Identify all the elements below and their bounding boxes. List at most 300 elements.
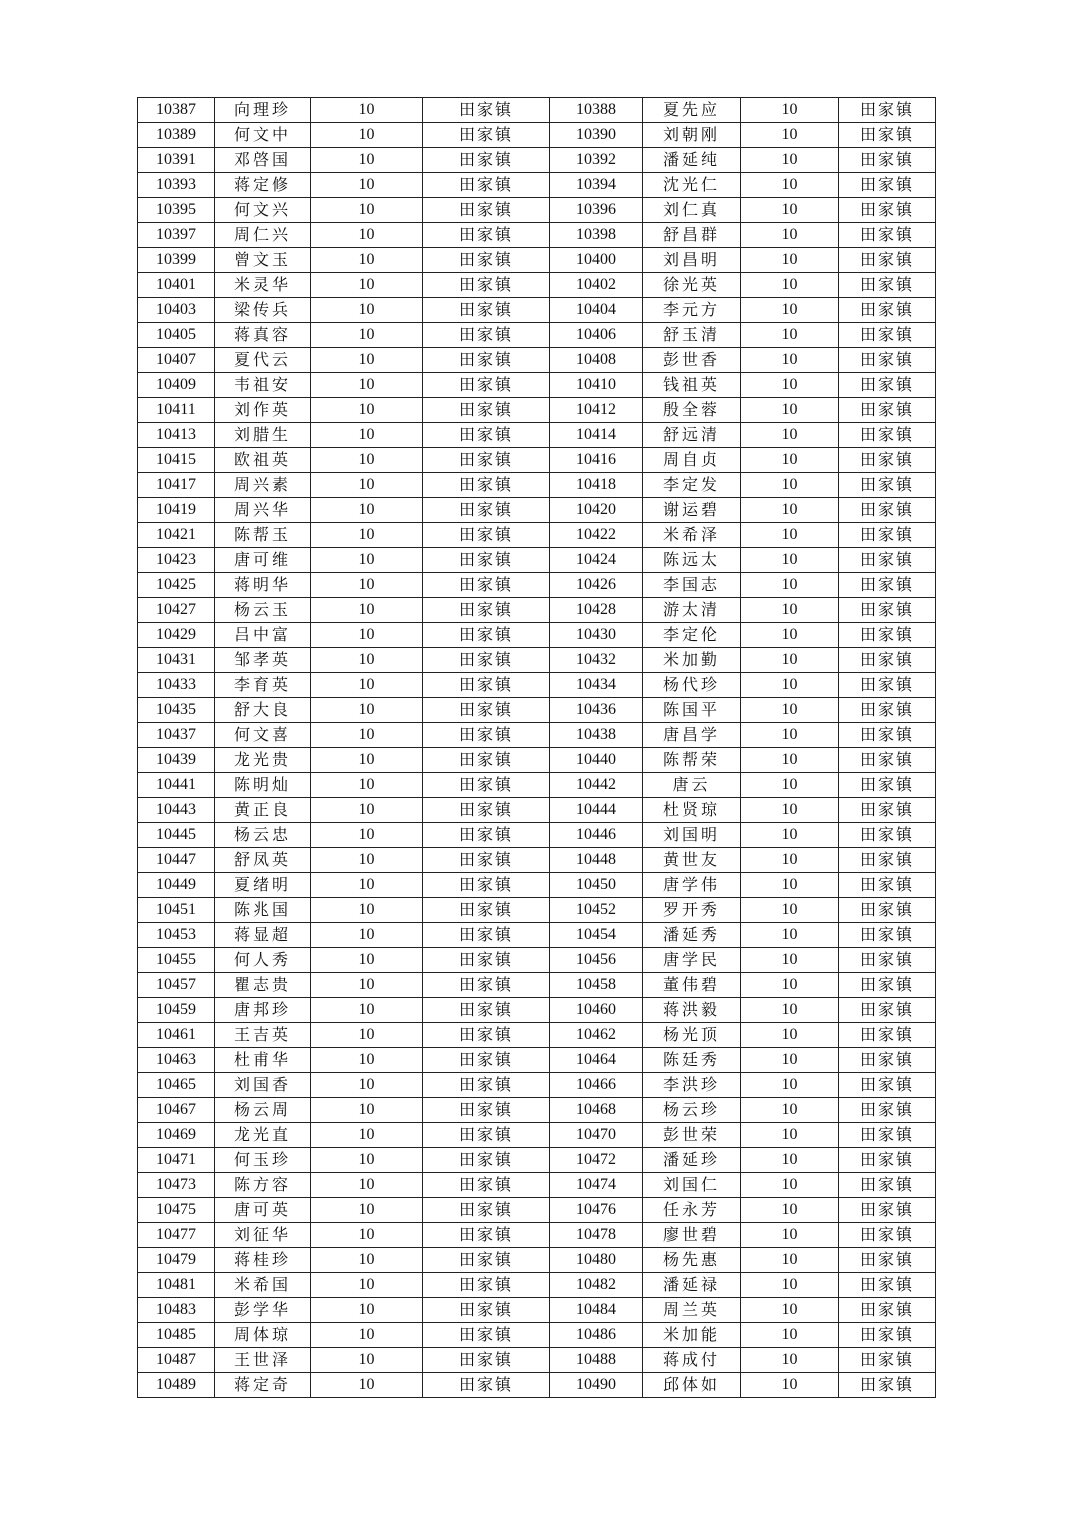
person-name-cell: 陈国平 <box>643 698 741 723</box>
amount-cell: 10 <box>311 1348 423 1373</box>
town-name-cell: 田家镇 <box>423 1023 550 1048</box>
table-row <box>138 98 936 123</box>
person-name-cell: 周仁兴 <box>215 223 311 248</box>
record-id-cell: 10467 <box>138 1098 215 1123</box>
person-name-cell: 邓啓国 <box>215 148 311 173</box>
amount-cell: 10 <box>741 448 839 473</box>
amount-cell: 10 <box>311 873 423 898</box>
person-name-cell: 唐学伟 <box>643 873 741 898</box>
person-name-cell: 何人秀 <box>215 948 311 973</box>
record-id-cell: 10459 <box>138 998 215 1023</box>
town-name-cell: 田家镇 <box>839 498 936 523</box>
person-name-cell: 黄正良 <box>215 798 311 823</box>
person-name-cell: 夏绪明 <box>215 873 311 898</box>
amount-cell: 10 <box>311 948 423 973</box>
person-name-cell: 李定伦 <box>643 623 741 648</box>
amount-cell: 10 <box>741 1198 839 1223</box>
town-name-cell: 田家镇 <box>839 423 936 448</box>
person-name-cell: 韦祖安 <box>215 373 311 398</box>
amount-cell: 10 <box>311 1098 423 1123</box>
record-id-cell: 10414 <box>550 423 643 448</box>
amount-cell: 10 <box>311 323 423 348</box>
town-name-cell: 田家镇 <box>839 173 936 198</box>
person-name-cell: 钱祖英 <box>643 373 741 398</box>
town-name-cell: 田家镇 <box>839 1023 936 1048</box>
record-id-cell: 10460 <box>550 998 643 1023</box>
amount-cell: 10 <box>311 473 423 498</box>
person-name-cell: 杜甫华 <box>215 1048 311 1073</box>
town-name-cell: 田家镇 <box>839 698 936 723</box>
person-name-cell: 蒋真容 <box>215 323 311 348</box>
record-id-cell: 10482 <box>550 1273 643 1298</box>
amount-cell: 10 <box>311 448 423 473</box>
town-name-cell: 田家镇 <box>423 298 550 323</box>
amount-cell: 10 <box>741 148 839 173</box>
town-name-cell: 田家镇 <box>423 1148 550 1173</box>
amount-cell: 10 <box>741 1048 839 1073</box>
record-id-cell: 10488 <box>550 1348 643 1373</box>
amount-cell: 10 <box>741 1298 839 1323</box>
record-id-cell: 10387 <box>138 98 215 123</box>
record-id-cell: 10420 <box>550 498 643 523</box>
town-name-cell: 田家镇 <box>839 973 936 998</box>
amount-cell: 10 <box>311 798 423 823</box>
amount-cell: 10 <box>311 773 423 798</box>
person-name-cell: 刘仁真 <box>643 198 741 223</box>
table-row <box>138 973 936 998</box>
person-name-cell: 杨光顶 <box>643 1023 741 1048</box>
record-id-cell: 10392 <box>550 148 643 173</box>
town-name-cell: 田家镇 <box>839 373 936 398</box>
table-row <box>138 698 936 723</box>
town-name-cell: 田家镇 <box>423 448 550 473</box>
record-id-cell: 10447 <box>138 848 215 873</box>
record-id-cell: 10438 <box>550 723 643 748</box>
person-name-cell: 彭世荣 <box>643 1123 741 1148</box>
amount-cell: 10 <box>741 673 839 698</box>
town-name-cell: 田家镇 <box>423 1323 550 1348</box>
record-id-cell: 10396 <box>550 198 643 223</box>
record-id-cell: 10480 <box>550 1248 643 1273</box>
amount-cell: 10 <box>311 523 423 548</box>
town-name-cell: 田家镇 <box>423 523 550 548</box>
amount-cell: 10 <box>741 423 839 448</box>
amount-cell: 10 <box>741 273 839 298</box>
town-name-cell: 田家镇 <box>423 1123 550 1148</box>
town-name-cell: 田家镇 <box>839 1173 936 1198</box>
record-id-cell: 10428 <box>550 598 643 623</box>
amount-cell: 10 <box>311 898 423 923</box>
person-name-cell: 唐邦珍 <box>215 998 311 1023</box>
amount-cell: 10 <box>311 298 423 323</box>
table-row <box>138 1348 936 1373</box>
town-name-cell: 田家镇 <box>423 148 550 173</box>
person-name-cell: 刘腊生 <box>215 423 311 448</box>
record-id-cell: 10422 <box>550 523 643 548</box>
person-name-cell: 唐昌学 <box>643 723 741 748</box>
amount-cell: 10 <box>311 623 423 648</box>
amount-cell: 10 <box>741 298 839 323</box>
record-id-cell: 10410 <box>550 373 643 398</box>
table-row <box>138 873 936 898</box>
person-name-cell: 杨云周 <box>215 1098 311 1123</box>
table-row <box>138 1123 936 1148</box>
amount-cell: 10 <box>741 1148 839 1173</box>
table-row <box>138 723 936 748</box>
person-name-cell: 彭世香 <box>643 348 741 373</box>
person-name-cell: 舒玉清 <box>643 323 741 348</box>
person-name-cell: 周体琼 <box>215 1323 311 1348</box>
table-row <box>138 948 936 973</box>
record-id-cell: 10397 <box>138 223 215 248</box>
amount-cell: 10 <box>741 1023 839 1048</box>
person-name-cell: 何文兴 <box>215 198 311 223</box>
town-name-cell: 田家镇 <box>839 1298 936 1323</box>
table-row <box>138 1173 936 1198</box>
amount-cell: 10 <box>311 398 423 423</box>
record-id-cell: 10400 <box>550 248 643 273</box>
record-id-cell: 10433 <box>138 673 215 698</box>
town-name-cell: 田家镇 <box>423 198 550 223</box>
town-name-cell: 田家镇 <box>423 1048 550 1073</box>
town-name-cell: 田家镇 <box>839 248 936 273</box>
record-id-cell: 10412 <box>550 398 643 423</box>
person-name-cell: 陈帮玉 <box>215 523 311 548</box>
amount-cell: 10 <box>741 1348 839 1373</box>
record-id-cell: 10489 <box>138 1373 215 1398</box>
amount-cell: 10 <box>741 698 839 723</box>
amount-cell: 10 <box>741 173 839 198</box>
record-id-cell: 10419 <box>138 498 215 523</box>
record-id-cell: 10399 <box>138 248 215 273</box>
town-name-cell: 田家镇 <box>839 523 936 548</box>
amount-cell: 10 <box>311 698 423 723</box>
person-name-cell: 舒远清 <box>643 423 741 448</box>
amount-cell: 10 <box>311 498 423 523</box>
town-name-cell: 田家镇 <box>839 923 936 948</box>
town-name-cell: 田家镇 <box>423 1348 550 1373</box>
record-id-cell: 10406 <box>550 323 643 348</box>
amount-cell: 10 <box>741 948 839 973</box>
table-row <box>138 1223 936 1248</box>
amount-cell: 10 <box>311 373 423 398</box>
record-id-cell: 10408 <box>550 348 643 373</box>
town-name-cell: 田家镇 <box>423 823 550 848</box>
record-id-cell: 10403 <box>138 298 215 323</box>
record-id-cell: 10477 <box>138 1223 215 1248</box>
person-name-cell: 唐云 <box>643 773 741 798</box>
person-name-cell: 向理珍 <box>215 98 311 123</box>
person-name-cell: 潘延秀 <box>643 923 741 948</box>
town-name-cell: 田家镇 <box>839 1073 936 1098</box>
record-id-cell: 10435 <box>138 698 215 723</box>
person-name-cell: 唐可英 <box>215 1198 311 1223</box>
town-name-cell: 田家镇 <box>839 773 936 798</box>
person-name-cell: 蒋明华 <box>215 573 311 598</box>
table-row <box>138 1198 936 1223</box>
table-row <box>138 798 936 823</box>
record-id-cell: 10472 <box>550 1148 643 1173</box>
amount-cell: 10 <box>311 1198 423 1223</box>
town-name-cell: 田家镇 <box>839 873 936 898</box>
person-name-cell: 龙光直 <box>215 1123 311 1148</box>
table-row <box>138 148 936 173</box>
person-name-cell: 李国志 <box>643 573 741 598</box>
amount-cell: 10 <box>741 973 839 998</box>
person-name-cell: 周兰英 <box>643 1298 741 1323</box>
person-name-cell: 谢运碧 <box>643 498 741 523</box>
town-name-cell: 田家镇 <box>839 673 936 698</box>
person-name-cell: 周兴华 <box>215 498 311 523</box>
amount-cell: 10 <box>741 473 839 498</box>
record-id-cell: 10443 <box>138 798 215 823</box>
person-name-cell: 唐学民 <box>643 948 741 973</box>
person-name-cell: 舒昌群 <box>643 223 741 248</box>
record-id-cell: 10457 <box>138 973 215 998</box>
table-row <box>138 1073 936 1098</box>
town-name-cell: 田家镇 <box>423 398 550 423</box>
amount-cell: 10 <box>741 373 839 398</box>
record-id-cell: 10465 <box>138 1073 215 1098</box>
record-id-cell: 10388 <box>550 98 643 123</box>
amount-cell: 10 <box>311 198 423 223</box>
amount-cell: 10 <box>311 973 423 998</box>
person-name-cell: 邱体如 <box>643 1373 741 1398</box>
table-row <box>138 198 936 223</box>
table-row <box>138 273 936 298</box>
table-row <box>138 498 936 523</box>
record-id-cell: 10421 <box>138 523 215 548</box>
table-row <box>138 823 936 848</box>
record-id-cell: 10483 <box>138 1298 215 1323</box>
record-id-cell: 10439 <box>138 748 215 773</box>
amount-cell: 10 <box>741 623 839 648</box>
person-name-cell: 潘延禄 <box>643 1273 741 1298</box>
record-id-cell: 10478 <box>550 1223 643 1248</box>
amount-cell: 10 <box>741 348 839 373</box>
person-name-cell: 李洪珍 <box>643 1073 741 1098</box>
person-name-cell: 米希泽 <box>643 523 741 548</box>
town-name-cell: 田家镇 <box>839 648 936 673</box>
town-name-cell: 田家镇 <box>839 1273 936 1298</box>
town-name-cell: 田家镇 <box>839 398 936 423</box>
table-row <box>138 173 936 198</box>
amount-cell: 10 <box>741 1073 839 1098</box>
record-id-cell: 10479 <box>138 1248 215 1273</box>
person-name-cell: 米加能 <box>643 1323 741 1348</box>
person-name-cell: 彭学华 <box>215 1298 311 1323</box>
town-name-cell: 田家镇 <box>839 273 936 298</box>
town-name-cell: 田家镇 <box>423 1248 550 1273</box>
town-name-cell: 田家镇 <box>839 223 936 248</box>
town-name-cell: 田家镇 <box>839 823 936 848</box>
record-id-cell: 10394 <box>550 173 643 198</box>
town-name-cell: 田家镇 <box>423 323 550 348</box>
table-row <box>138 1248 936 1273</box>
record-id-cell: 10441 <box>138 773 215 798</box>
town-name-cell: 田家镇 <box>423 348 550 373</box>
record-id-cell: 10429 <box>138 623 215 648</box>
town-name-cell: 田家镇 <box>423 798 550 823</box>
amount-cell: 10 <box>741 923 839 948</box>
record-id-cell: 10462 <box>550 1023 643 1048</box>
record-id-cell: 10416 <box>550 448 643 473</box>
record-id-cell: 10463 <box>138 1048 215 1073</box>
amount-cell: 10 <box>741 98 839 123</box>
amount-cell: 10 <box>741 773 839 798</box>
amount-cell: 10 <box>741 873 839 898</box>
record-id-cell: 10390 <box>550 123 643 148</box>
person-name-cell: 米灵华 <box>215 273 311 298</box>
person-name-cell: 龙光贵 <box>215 748 311 773</box>
record-id-cell: 10391 <box>138 148 215 173</box>
town-name-cell: 田家镇 <box>423 973 550 998</box>
record-id-cell: 10434 <box>550 673 643 698</box>
table-row <box>138 673 936 698</box>
amount-cell: 10 <box>741 498 839 523</box>
record-id-cell: 10456 <box>550 948 643 973</box>
table-row <box>138 1048 936 1073</box>
record-id-cell: 10440 <box>550 748 643 773</box>
record-id-cell: 10490 <box>550 1373 643 1398</box>
amount-cell: 10 <box>741 1273 839 1298</box>
town-name-cell: 田家镇 <box>423 173 550 198</box>
record-id-cell: 10427 <box>138 598 215 623</box>
person-name-cell: 蒋成付 <box>643 1348 741 1373</box>
roster-body <box>138 98 936 1398</box>
town-name-cell: 田家镇 <box>423 1298 550 1323</box>
record-id-cell: 10404 <box>550 298 643 323</box>
town-name-cell: 田家镇 <box>839 723 936 748</box>
person-name-cell: 蒋定修 <box>215 173 311 198</box>
record-id-cell: 10448 <box>550 848 643 873</box>
person-name-cell: 米希国 <box>215 1273 311 1298</box>
person-name-cell: 罗开秀 <box>643 898 741 923</box>
person-name-cell: 陈帮荣 <box>643 748 741 773</box>
town-name-cell: 田家镇 <box>839 1198 936 1223</box>
record-id-cell: 10413 <box>138 423 215 448</box>
person-name-cell: 陈兆国 <box>215 898 311 923</box>
person-name-cell: 曾文玉 <box>215 248 311 273</box>
person-name-cell: 刘昌明 <box>643 248 741 273</box>
person-name-cell: 何文中 <box>215 123 311 148</box>
record-id-cell: 10431 <box>138 648 215 673</box>
record-id-cell: 10486 <box>550 1323 643 1348</box>
town-name-cell: 田家镇 <box>423 623 550 648</box>
amount-cell: 10 <box>741 998 839 1023</box>
town-name-cell: 田家镇 <box>839 1223 936 1248</box>
amount-cell: 10 <box>311 1323 423 1348</box>
record-id-cell: 10398 <box>550 223 643 248</box>
person-name-cell: 瞿志贵 <box>215 973 311 998</box>
amount-cell: 10 <box>311 998 423 1023</box>
record-id-cell: 10409 <box>138 373 215 398</box>
amount-cell: 10 <box>311 148 423 173</box>
table-row <box>138 1373 936 1398</box>
town-name-cell: 田家镇 <box>839 98 936 123</box>
town-name-cell: 田家镇 <box>839 1098 936 1123</box>
record-id-cell: 10405 <box>138 323 215 348</box>
town-name-cell: 田家镇 <box>423 648 550 673</box>
town-name-cell: 田家镇 <box>839 148 936 173</box>
amount-cell: 10 <box>311 598 423 623</box>
person-name-cell: 米加勤 <box>643 648 741 673</box>
table-row <box>138 348 936 373</box>
roster-table <box>137 97 936 1398</box>
table-row <box>138 1273 936 1298</box>
town-name-cell: 田家镇 <box>423 498 550 523</box>
amount-cell: 10 <box>311 1298 423 1323</box>
town-name-cell: 田家镇 <box>839 1373 936 1398</box>
person-name-cell: 蒋桂珍 <box>215 1248 311 1273</box>
record-id-cell: 10481 <box>138 1273 215 1298</box>
person-name-cell: 王世泽 <box>215 1348 311 1373</box>
record-id-cell: 10393 <box>138 173 215 198</box>
town-name-cell: 田家镇 <box>839 1148 936 1173</box>
amount-cell: 10 <box>311 923 423 948</box>
amount-cell: 10 <box>311 273 423 298</box>
amount-cell: 10 <box>311 648 423 673</box>
table-row <box>138 473 936 498</box>
amount-cell: 10 <box>741 323 839 348</box>
table-row <box>138 898 936 923</box>
amount-cell: 10 <box>311 1223 423 1248</box>
person-name-cell: 沈光仁 <box>643 173 741 198</box>
table-row <box>138 448 936 473</box>
record-id-cell: 10466 <box>550 1073 643 1098</box>
person-name-cell: 唐可维 <box>215 548 311 573</box>
record-id-cell: 10449 <box>138 873 215 898</box>
amount-cell: 10 <box>741 398 839 423</box>
person-name-cell: 舒凤英 <box>215 848 311 873</box>
record-id-cell: 10474 <box>550 1173 643 1198</box>
town-name-cell: 田家镇 <box>423 223 550 248</box>
table-row <box>138 223 936 248</box>
town-name-cell: 田家镇 <box>839 948 936 973</box>
person-name-cell: 刘国仁 <box>643 1173 741 1198</box>
person-name-cell: 夏代云 <box>215 348 311 373</box>
record-id-cell: 10453 <box>138 923 215 948</box>
amount-cell: 10 <box>311 123 423 148</box>
person-name-cell: 潘延纯 <box>643 148 741 173</box>
amount-cell: 10 <box>311 823 423 848</box>
record-id-cell: 10411 <box>138 398 215 423</box>
town-name-cell: 田家镇 <box>423 898 550 923</box>
record-id-cell: 10476 <box>550 1198 643 1223</box>
town-name-cell: 田家镇 <box>839 848 936 873</box>
amount-cell: 10 <box>311 1248 423 1273</box>
amount-cell: 10 <box>741 548 839 573</box>
amount-cell: 10 <box>741 723 839 748</box>
amount-cell: 10 <box>741 848 839 873</box>
amount-cell: 10 <box>311 223 423 248</box>
person-name-cell: 王吉英 <box>215 1023 311 1048</box>
person-name-cell: 殷全蓉 <box>643 398 741 423</box>
town-name-cell: 田家镇 <box>839 123 936 148</box>
table-row <box>138 398 936 423</box>
person-name-cell: 游太清 <box>643 598 741 623</box>
table-row <box>138 298 936 323</box>
amount-cell: 10 <box>311 1373 423 1398</box>
town-name-cell: 田家镇 <box>423 1098 550 1123</box>
record-id-cell: 10475 <box>138 1198 215 1223</box>
record-id-cell: 10461 <box>138 1023 215 1048</box>
document-page <box>137 97 935 1398</box>
person-name-cell: 李元方 <box>643 298 741 323</box>
amount-cell: 10 <box>311 1173 423 1198</box>
town-name-cell: 田家镇 <box>423 373 550 398</box>
person-name-cell: 蒋定奇 <box>215 1373 311 1398</box>
